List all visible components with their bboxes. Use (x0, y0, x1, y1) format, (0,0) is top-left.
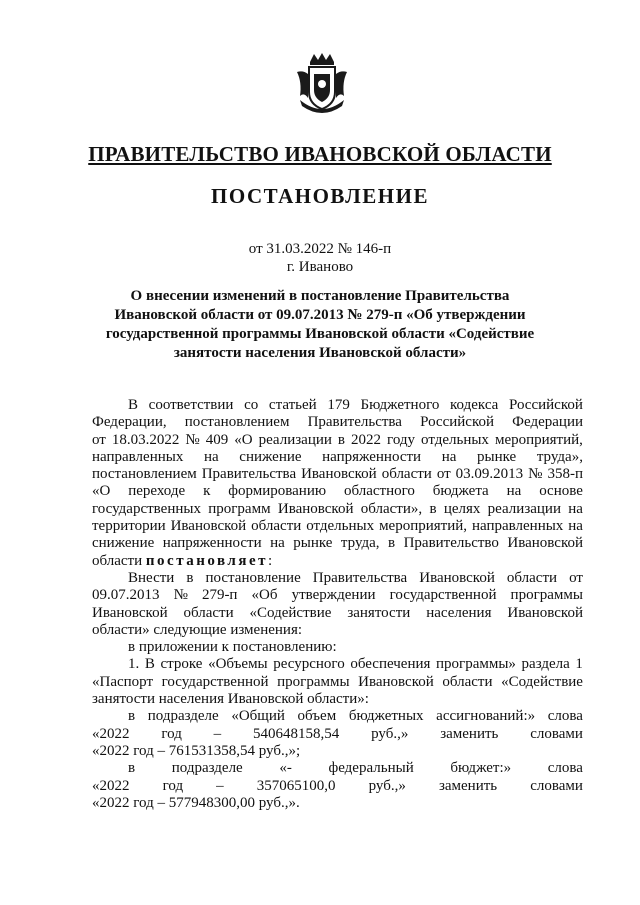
text-line (92, 760, 583, 777)
text-word: ресурсного (273, 656, 345, 673)
text-word: 1. (128, 656, 140, 673)
text-word: снижение (239, 448, 302, 465)
text-word: бюджетных (348, 708, 424, 725)
text-word: год (162, 777, 184, 794)
text-word: «2022 (92, 725, 130, 742)
text-word: программ (208, 500, 271, 517)
text-word: труда, (340, 535, 380, 552)
text-word: В (128, 397, 139, 413)
text-word: на (568, 518, 583, 535)
text-word: отдельных (421, 431, 489, 448)
text-word: № (173, 587, 188, 604)
text-word: № (185, 431, 200, 448)
text-word: № (528, 466, 543, 483)
text-word: к (203, 483, 211, 500)
text-line (92, 466, 583, 483)
text-line (92, 674, 583, 691)
text-line (92, 570, 583, 587)
text-word: 1 (575, 656, 583, 673)
coat-of-arms-icon (294, 52, 350, 118)
text-word: кодекса (450, 397, 499, 413)
text-word: снижение (92, 535, 155, 552)
text-line (92, 518, 583, 535)
text-word: Федерации (512, 414, 583, 431)
text-line: занятости населения Ивановской области»: (92, 691, 369, 708)
text-word: программы (277, 673, 350, 690)
text-word: в (337, 431, 346, 448)
text-word: Ивановской (170, 518, 247, 535)
text-word: Бюджетного (360, 397, 440, 413)
text-word: подразделе (171, 760, 243, 777)
text-word: от (436, 466, 451, 483)
text-word: области (251, 518, 302, 535)
text-word: области», (360, 500, 423, 517)
text-line (92, 708, 583, 725)
text-word: Внести (128, 569, 175, 586)
text-line (92, 535, 583, 552)
text-word: Российской (420, 414, 495, 431)
text-line (92, 553, 583, 570)
text-word: «О (234, 431, 253, 448)
text-word: руб.,» (368, 777, 406, 794)
text-word: «2022 (92, 777, 130, 794)
text-line (92, 726, 583, 743)
keyword-postanovlyaet: постановляет (145, 552, 268, 569)
text-line: области» следующие изменения: (92, 621, 303, 638)
text-word: бюджет:» (450, 760, 512, 777)
text-word: федеральный (328, 760, 414, 777)
text-word: области (381, 466, 432, 483)
paragraph-subsection-total (92, 708, 583, 743)
text-word: 358-п (547, 466, 583, 483)
text-line (92, 414, 583, 431)
text-word: 279-п (201, 587, 238, 604)
text-word: на (506, 483, 522, 500)
text-word: объем (297, 708, 337, 725)
text-word: «Паспорт (92, 673, 154, 690)
text-word: год (161, 725, 182, 742)
text-word: «Содействие (249, 604, 332, 621)
text-word: на (441, 448, 457, 465)
text-word: утверждении (291, 587, 376, 604)
document-date-number: от 31.03.2022 № 146-п (248, 241, 392, 257)
text-word: 179 (327, 397, 350, 413)
text-word: постановление (205, 569, 301, 586)
subject-line: государственной программы Ивановской области «Содействие (105, 326, 535, 342)
text-word: в (186, 569, 194, 586)
text-word: области (92, 552, 146, 569)
text-word: «Содействие (501, 673, 583, 690)
document-city: г. Иваново (286, 259, 354, 275)
text-word: соответствии (148, 397, 234, 413)
paragraph-item-1 (92, 656, 583, 691)
organization-title: ПРАВИТЕЛЬСТВО ИВАНОВСКОЙ ОБЛАСТИ (88, 142, 552, 166)
text-word: – (216, 777, 224, 794)
text-word: напряженности (322, 448, 422, 465)
text-word: 09.07.2013 (92, 587, 160, 604)
text-word: заменить (440, 725, 499, 742)
text-line (92, 778, 583, 795)
text-word: Ивановской (358, 673, 434, 690)
text-word: – (213, 725, 222, 742)
text-line: «2022 год – 577948300,00 руб.,». (92, 794, 300, 811)
text-word: формированию (228, 483, 327, 500)
paragraph-subsection-federal (92, 760, 583, 795)
subject-line: занятости населения Ивановской области» (173, 345, 467, 361)
text-word: : (268, 552, 273, 569)
text-word: напряженности (162, 535, 262, 552)
subject-line: О внесении изменений в постановление Правительства (130, 288, 510, 304)
text-word: ассигнований:» (436, 708, 536, 725)
text-word: от (569, 569, 583, 586)
text-word: «Объемы (208, 656, 268, 673)
text-word: в (429, 500, 437, 517)
text-word: государственной (161, 673, 269, 690)
text-word: занятости (347, 604, 411, 621)
document-body (92, 397, 583, 812)
text-word: 409 (205, 431, 229, 448)
text-word: Правительства (312, 569, 408, 586)
text-word: году (387, 431, 416, 448)
text-word: 03.09.2013 (455, 466, 524, 483)
text-word: на (270, 535, 285, 552)
text-line: в приложении к постановлению: (128, 639, 337, 656)
text-word: постановлением (92, 466, 197, 483)
text-word: реализации (258, 431, 332, 448)
text-word: областного (343, 483, 415, 500)
text-word: словами (530, 777, 583, 794)
text-word: 18.03.2022 (111, 431, 180, 448)
text-word: Правительство (403, 535, 499, 552)
text-word: бюджета (432, 483, 489, 500)
text-word: государственных (92, 500, 201, 517)
text-word: «О (92, 483, 111, 500)
text-word: «- (279, 760, 292, 777)
text-word: населения (426, 604, 492, 621)
text-word: отдельных (306, 518, 375, 535)
text-word: в (128, 708, 136, 725)
text-line (92, 483, 583, 500)
text-word: в (128, 760, 136, 777)
text-word: статьей (268, 397, 317, 413)
text-word: 2022 (351, 431, 382, 448)
text-word: области (442, 673, 493, 690)
text-word: Ивановской (92, 604, 168, 621)
text-word: со (244, 397, 259, 413)
text-word: области (183, 604, 234, 621)
text-word: Ивановской (507, 535, 583, 552)
text-word: на (203, 448, 219, 465)
paragraph-preamble (92, 397, 583, 553)
text-word: Ивановской (277, 500, 354, 517)
text-word: программы (510, 587, 583, 604)
text-word: Ивановской (419, 569, 495, 586)
text-word: заменить (438, 777, 498, 794)
text-word: рынке (293, 535, 333, 552)
text-word: постановлением (184, 414, 290, 431)
text-word: программы» (436, 656, 516, 673)
text-word: от (92, 431, 106, 448)
text-word: словами (530, 725, 583, 742)
text-word: труда», (536, 448, 583, 465)
text-word: В (144, 656, 155, 673)
text-word: обеспечения (350, 656, 431, 673)
paragraph-amend (92, 570, 583, 622)
text-word: подразделе (147, 708, 219, 725)
text-line (92, 449, 583, 466)
text-word: мероприятий, (494, 431, 583, 448)
text-line (92, 605, 583, 622)
text-word: раздела (521, 656, 570, 673)
text-word: строке (160, 656, 203, 673)
text-word: основе (539, 483, 583, 500)
text-line: «2022 год – 761531358,54 руб.,»; (92, 742, 301, 759)
text-word: направленных (92, 448, 184, 465)
text-word: Правительства (201, 466, 297, 483)
text-word: Ивановской (301, 466, 377, 483)
text-word: Ивановской (507, 604, 583, 621)
text-word: 357065100,0 (256, 777, 336, 794)
text-word: территории (92, 518, 166, 535)
text-word: слова (547, 760, 583, 777)
subject-line: Ивановской области от 09.07.2013 № 279-п «Об утверждении (114, 307, 526, 323)
text-line (92, 397, 583, 414)
text-word: слова (547, 708, 583, 725)
text-word: Правительства (307, 414, 402, 431)
text-line (92, 656, 583, 673)
text-word: государственной (389, 587, 497, 604)
text-word: на (568, 500, 583, 517)
text-word: «Общий (231, 708, 285, 725)
document-subject (100, 287, 540, 363)
text-word: руб.,» (371, 725, 409, 742)
text-word: направленных (471, 518, 564, 535)
text-word: в (388, 535, 396, 552)
text-word: области (506, 569, 558, 586)
text-line (92, 501, 583, 518)
text-word: Российской (508, 397, 583, 413)
text-line (92, 432, 583, 449)
text-word: переходе (128, 483, 186, 500)
text-word: «Об (251, 587, 278, 604)
document-type: ПОСТАНОВЛЕНИЕ (211, 184, 429, 208)
text-word: рынке (477, 448, 517, 465)
text-word: 540648158,54 (253, 725, 340, 742)
text-word: целях (443, 500, 481, 517)
text-word: реализации (487, 500, 561, 517)
text-word: мероприятий, (379, 518, 468, 535)
text-line (92, 587, 583, 604)
text-word: Федерации, (92, 414, 167, 431)
